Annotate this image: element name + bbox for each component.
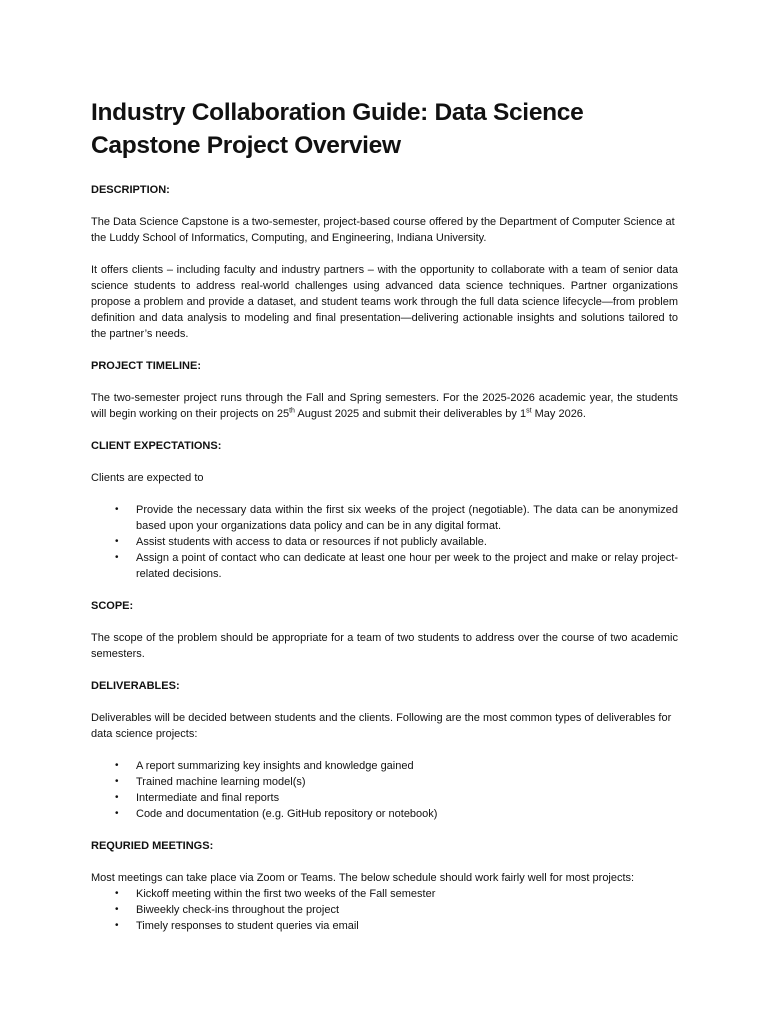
bullet-icon: • — [115, 504, 119, 515]
list-item: • Timely responses to student queries via email — [115, 920, 359, 932]
expectations-heading: CLIENT EXPECTATIONS: — [91, 440, 222, 452]
deliverables-list — [91, 758, 678, 822]
timeline-sup-st: st — [526, 407, 532, 415]
list-item: • Provide the necessary data within the first six weeks of the project (negotiable). The data can be anonymized based upon your organizations data policy and can be in any digital format. — [115, 504, 678, 532]
list-item: • Assist students with access to data or resources if not publicly available. — [115, 536, 487, 548]
list-item: • Trained machine learning model(s) — [115, 776, 306, 788]
timeline-sup-th: th — [289, 407, 295, 415]
deliverables-intro: Deliverables will be decided between students and the clients. Following are the most common types of deliverables for data science projects: — [91, 712, 672, 740]
description-paragraph-1: The Data Science Capstone is a two-semester, project-based course offered by the Department of Computer Science at the Luddy School of Informatics, Computing, and Engineering, Indiana University. — [91, 216, 675, 244]
list-item: • Code and documentation (e.g. GitHub repository or notebook) — [115, 808, 438, 820]
timeline-heading: PROJECT TIMELINE: — [91, 360, 202, 372]
timeline-text-a: The two-semester project runs through the Fall and Spring semesters. For the 2025-2026 academic year, the students will begin working on their projects on 25 — [91, 392, 678, 420]
bullet-icon: • — [115, 904, 119, 915]
bullet-icon: • — [115, 920, 119, 931]
list-item: • Kickoff meeting within the first two weeks of the Fall semester — [115, 888, 436, 900]
timeline-paragraph — [91, 390, 678, 422]
expectations-list — [91, 502, 678, 582]
bullet-icon: • — [115, 776, 119, 787]
deliverables-heading: DELIVERABLES: — [91, 680, 180, 692]
scope-paragraph: The scope of the problem should be appropriate for a team of two students to address over the course of two academic semesters. — [91, 632, 678, 660]
list-item: • A report summarizing key insights and knowledge gained — [115, 760, 414, 772]
list-item: • Biweekly check-ins throughout the project — [115, 904, 339, 916]
bullet-icon: • — [115, 760, 119, 771]
meetings-heading: REQURIED MEETINGS: — [91, 840, 214, 852]
bullet-icon: • — [115, 888, 119, 899]
timeline-text-c: May 2026. — [531, 408, 586, 420]
scope-heading: SCOPE: — [91, 600, 134, 612]
description-heading: DESCRIPTION: — [91, 184, 170, 196]
description-paragraph-2: It offers clients – including faculty and industry partners – with the opportunity to collaborate with a team of senior data science students to address real-world challenges using advanced data science techniques. Partner organizations propose a problem and provide a dataset, and student teams work through the full data science lifecycle—from problem definition and data analysis to modeling and final presentation—delivering actionable insights and solutions tailored to the partner’s needs. — [91, 264, 678, 340]
expectations-intro: Clients are expected to — [91, 472, 204, 484]
bullet-icon: • — [115, 552, 119, 563]
document-title: Industry Collaboration Guide: Data Science Capstone Project Overview — [91, 99, 584, 159]
document-page — [91, 96, 678, 950]
timeline-text-b: August 2025 and submit their deliverables by 1 — [294, 408, 527, 420]
list-item: • Assign a point of contact who can dedicate at least one hour per week to the project and make or relay project-related decisions. — [115, 552, 678, 580]
bullet-icon: • — [115, 792, 119, 803]
bullet-icon: • — [115, 536, 119, 547]
list-item: • Intermediate and final reports — [115, 792, 280, 804]
meetings-intro: Most meetings can take place via Zoom or Teams. The below schedule should work fairly well for most projects: — [91, 872, 635, 884]
bullet-icon: • — [115, 808, 119, 819]
meetings-list — [91, 886, 678, 934]
